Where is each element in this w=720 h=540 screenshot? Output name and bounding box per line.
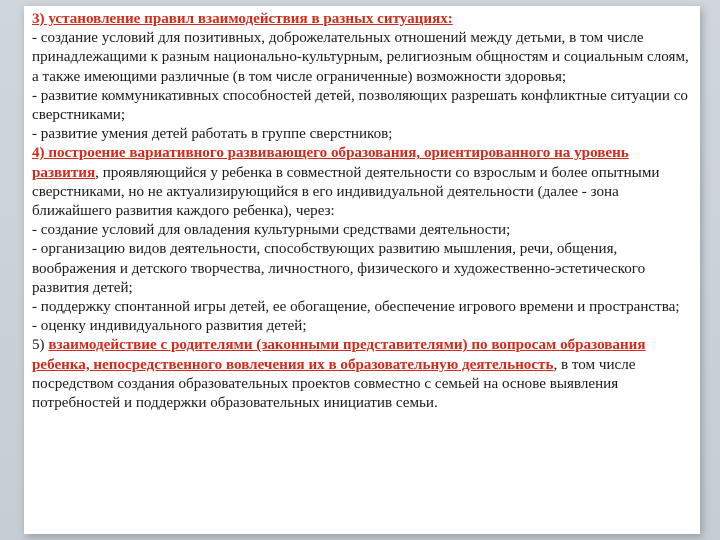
- section-4-heading-text: 4) построение вариативного развивающего образования, ориентированного на уровень развития: [32, 145, 629, 181]
- section-4-intro-text: , проявляющийся у ребенка в совместной деятельности со взрослым и более опытными сверстниками, но не актуализирующийся в его индивидуальной деятельности (далее - зона ближайшего развития каждого ребенка), через:: [32, 164, 660, 220]
- section-4-item-2: - организацию видов деятельности, способствующих развитию мышления, речи, общения, воображения и детского творчества, личностного, физического и художественно-эстетического развития детей;: [32, 241, 646, 296]
- section-5-paragraph: [32, 336, 694, 413]
- section-3-item-2: - развитие коммуникативных способностей детей, позволяющих разрешать конфликтные ситуации со сверстниками;: [32, 87, 688, 124]
- section-4-item-3: - поддержку спонтанной игры детей, ее обогащение, обеспечение игрового времени и пространства;: [32, 299, 680, 316]
- section-5-body-text: , в том числе посредством создания образовательных проектов совместно с семьей на основе выявления потребностей и поддержки образовательных инициатив семьи.: [32, 356, 636, 412]
- section-4-item-1: - создание условий для овладения культурными средствами деятельности;: [32, 222, 511, 239]
- document-text: [32, 10, 694, 413]
- content-card: [24, 6, 700, 534]
- section-3-heading-text: 3) установление правил взаимодействия в разных ситуациях:: [32, 11, 453, 27]
- section-4-item-4: - оценку индивидуального развития детей;: [32, 318, 307, 335]
- section-3-item-1: - создание условий для позитивных, доброжелательных отношений между детьми, в том числе принадлежащими к разным национально-культурным, религиозным общностям и социальным слоям, а также имеющими различные (в том числе ограниченные) возможности здоровья;: [32, 30, 689, 85]
- section-3-heading: [32, 10, 694, 29]
- section-3-item-3: - развитие умения детей работать в группе сверстников;: [32, 126, 393, 143]
- section-4-paragraph: [32, 144, 694, 221]
- section-5-number: 5): [32, 337, 49, 354]
- section-5-heading-text: взаимодействие с родителями (законными представителями) по вопросам образования ребенка, непосредственного вовлечения их в образовательную деятельность: [32, 337, 646, 373]
